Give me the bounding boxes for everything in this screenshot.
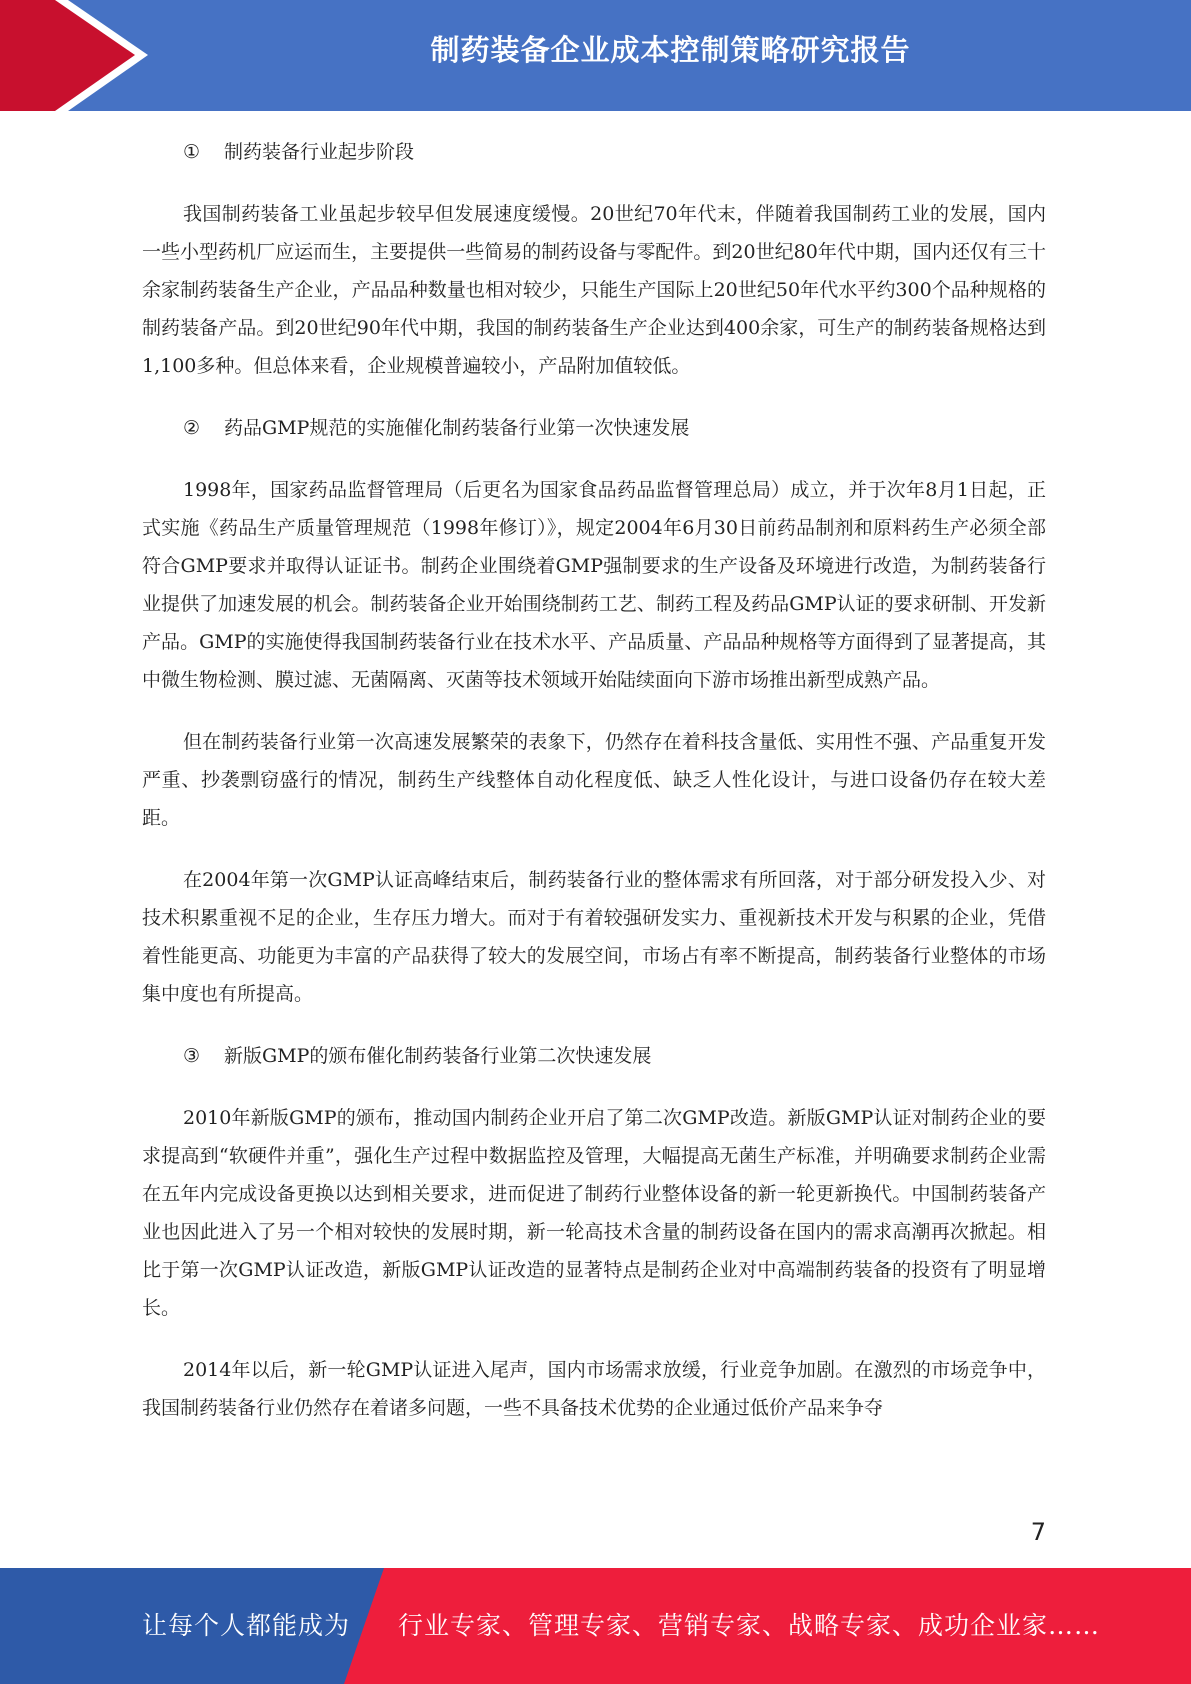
footer-slogan-left: 让每个人都能成为: [142, 1611, 351, 1640]
document-body: [142, 133, 1046, 1451]
heading-text: 药品GMP规范的实施催化制药装备行业第一次快速发展: [224, 417, 690, 439]
heading-number: ③: [183, 1045, 201, 1067]
paragraph: 1998年，国家药品监督管理局（后更名为国家食品药品监督管理总局）成立，并于次年8月1日起，正式实施《药品生产质量管理规范（1998年修订）》，规定2004年6月30日前药品制剂和原料药生产必须全部符合GMP要求并取得认证证书。制药企业围绕着GMP强制要求的生产设备及环境进行改造，为制药装备行业提供了加速发展的机会。制药装备企业开始围绕制药工艺、制药工程及药品GMP认证的要求研制、开发新产品。GMP的实施使得我国制药装备行业在技术水平、产品质量、产品品种规格等方面得到了显著提高，其中微生物检测、膜过滤、无菌隔离、灭菌等技术领域开始陆续面向下游市场推出新型成熟产品。: [142, 479, 1046, 691]
paragraph: 但在制药装备行业第一次高速发展繁荣的表象下，仍然存在着科技含量低、实用性不强、产品重复开发严重、抄袭剽窃盛行的情况，制药生产线整体自动化程度低、缺乏人性化设计，与进口设备仍存在较大差距。: [142, 731, 1046, 829]
heading-number: ②: [183, 417, 201, 439]
section-heading-1: [142, 133, 1046, 171]
paragraph: 在2004年第一次GMP认证高峰结束后，制药装备行业的整体需求有所回落，对于部分研发投入少、对技术积累重视不足的企业，生存压力增大。而对于有着较强研发实力、重视新技术开发与积累的企业，凭借着性能更高、功能更为丰富的产品获得了较大的发展空间，市场占有率不断提高，制药装备行业整体的市场集中度也有所提高。: [142, 869, 1046, 1005]
header-banner: [0, 0, 1191, 111]
section-heading-2: [142, 409, 1046, 447]
paragraph: 2010年新版GMP的颁布，推动国内制药企业开启了第二次GMP改造。新版GMP认证对制药企业的要求提高到“软硬件并重”，强化生产过程中数据监控及管理，大幅提高无菌生产标准，并明确要求制药企业需在五年内完成设备更换以达到相关要求，进而促进了制药行业整体设备的新一轮更新换代。中国制药装备产业也因此进入了另一个相对较快的发展时期，新一轮高技术含量的制药设备在国内的需求高潮再次掀起。相比于第一次GMP认证改造，新版GMP认证改造的显著特点是制药企业对中高端制药装备的投资有了明显增长。: [142, 1107, 1046, 1319]
page-number: 7: [1030, 1518, 1046, 1546]
heading-number: ①: [183, 141, 201, 163]
heading-text: 新版GMP的颁布催化制药装备行业第二次快速发展: [224, 1045, 652, 1067]
paragraph: 2014年以后，新一轮GMP认证进入尾声，国内市场需求放缓，行业竞争加剧。在激烈的市场竞争中，我国制药装备行业仍然存在着诸多问题，一些不具备技术优势的企业通过低价产品来争夺: [142, 1359, 1046, 1419]
section-heading-3: [142, 1037, 1046, 1075]
heading-text: 制药装备行业起步阶段: [224, 141, 415, 163]
footer-banner: [0, 1568, 1191, 1684]
paragraph: 我国制药装备工业虽起步较早但发展速度缓慢。20世纪70年代末，伴随着我国制药工业的发展，国内一些小型药机厂应运而生，主要提供一些简易的制药设备与零配件。到20世纪80年代中期，国内还仅有三十余家制药装备生产企业，产品品种数量也相对较少，只能生产国际上20世纪50年代水平约300个品种规格的制药装备产品。到20世纪90年代中期，我国的制药装备生产企业达到400余家，可生产的制药装备规格达到1,100多种。但总体来看，企业规模普遍较小，产品附加值较低。: [142, 203, 1046, 377]
footer-slogan-right: 行业专家、管理专家、营销专家、战略专家、成功企业家……: [398, 1611, 1101, 1640]
document-title: 制药装备企业成本控制策略研究报告: [430, 33, 911, 67]
